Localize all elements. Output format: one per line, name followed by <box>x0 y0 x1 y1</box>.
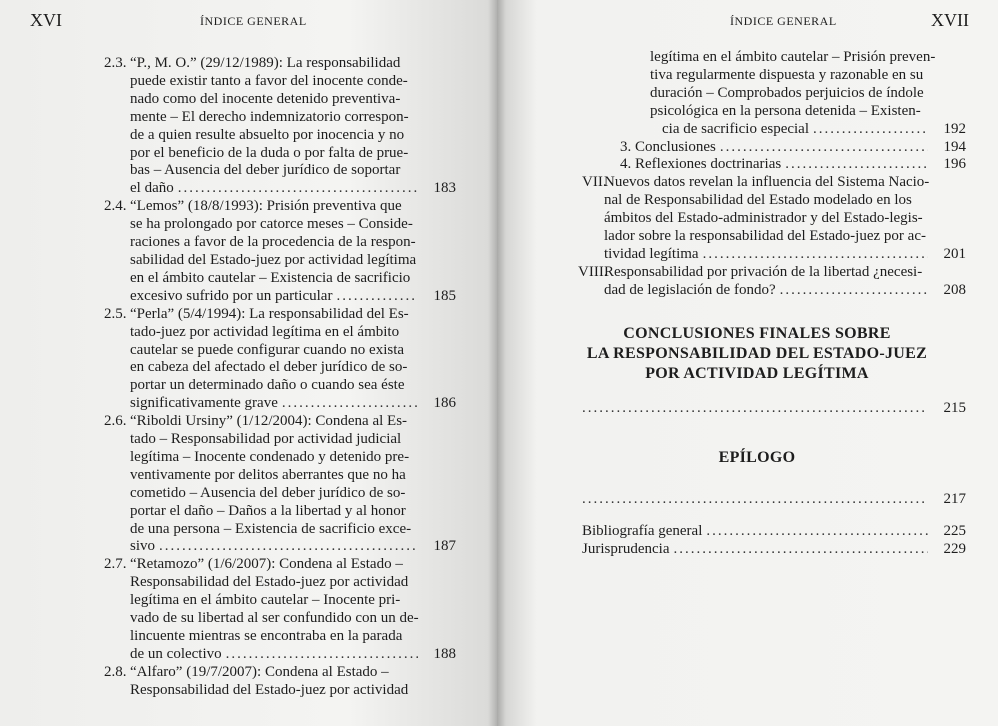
toc-line: tado-juez por actividad legítima en el ámbito <box>130 323 400 340</box>
dot-leader <box>159 538 418 556</box>
toc-line: mente – El derecho indemnizatorio correspon- <box>130 108 409 125</box>
toc-item-label: 3. Conclusiones <box>620 138 716 155</box>
toc-item-jurisprudencia[interactable] <box>582 541 966 559</box>
toc-line: portar el daño – Daños a la libertad y al honor <box>130 502 406 519</box>
toc-line: Responsabilidad del Estado-juez por actividad <box>130 574 409 591</box>
toc-line-with-page <box>130 646 456 664</box>
toc-entry[interactable] <box>104 664 456 700</box>
toc-entry[interactable] <box>104 556 456 663</box>
dot-leader <box>813 121 928 139</box>
toc-line: se ha prolongado por catorce meses – Conside- <box>130 216 413 233</box>
toc-line-with-page <box>130 180 456 198</box>
dot-leader <box>720 139 928 157</box>
toc-line: legítima en el ámbito cautelar – Prisión preven- <box>650 49 936 65</box>
continuation-entry <box>582 49 966 139</box>
toc-line: Nuevos datos revelan la influencia del Sistema Nacio- <box>604 174 930 191</box>
page-ref: 187 <box>433 538 456 555</box>
toc-line: duración – Comprobados perjuicios de índole <box>650 84 924 101</box>
dot-leader <box>673 541 928 559</box>
dot-leader <box>282 395 418 413</box>
toc-entry[interactable] <box>104 198 456 305</box>
toc-line: excesivo sufrido por un particular <box>130 287 333 304</box>
toc-line: portar un determinado daño o cuando sea éste <box>130 377 405 394</box>
page-ref: 185 <box>433 287 456 304</box>
toc-item-label: Bibliografía general <box>582 523 703 539</box>
toc-line: “Riboldi Ursiny” (1/12/2004): Condena al Es- <box>130 413 408 430</box>
toc-section-vii[interactable] <box>582 174 966 264</box>
dot-leader <box>582 400 928 418</box>
toc-line-with-page <box>650 121 966 139</box>
toc-line: significativamente grave <box>130 395 278 412</box>
toc-entry[interactable] <box>104 306 456 413</box>
entry-number: 2.4. <box>104 198 127 215</box>
toc-line: el daño <box>130 180 174 197</box>
entry-number: 2.8. <box>104 663 127 680</box>
toc-line: ventivamente por delitos aberrantes que no ha <box>130 466 406 483</box>
toc-line: tiva regularmente dispuesta y razonable en su <box>650 66 924 83</box>
left-toc <box>104 55 456 700</box>
toc-item-bibliografia[interactable] <box>582 523 966 541</box>
page-ref: 215 <box>943 400 966 416</box>
page-ref: 196 <box>943 156 966 173</box>
toc-line: “Retamozo” (1/6/2007): Condena al Estado – <box>130 556 403 573</box>
page-ref: 208 <box>943 281 966 298</box>
toc-item-label: Jurisprudencia <box>582 540 670 557</box>
toc-line: lador sobre la responsabilidad del Estado-juez por ac- <box>604 228 926 245</box>
dot-leader <box>582 491 928 509</box>
left-page-number: XVI <box>30 10 62 30</box>
toc-line: en el ámbito cautelar – Existencia de sacrificio <box>130 269 411 286</box>
conclusiones-heading <box>557 324 957 384</box>
toc-line: bas – Ausencia del deber jurídico de soportar <box>130 162 401 179</box>
right-page-number: XVII <box>931 10 969 30</box>
conclusiones-page-row[interactable] <box>582 400 966 418</box>
page-ref: 201 <box>943 245 966 262</box>
toc-line: de una persona – Existencia de sacrificio exce- <box>130 520 412 537</box>
toc-line: ámbitos del Estado-administrador y del Estado-legis- <box>604 210 923 227</box>
entry-number: 2.3. <box>104 55 127 71</box>
toc-line: nado como del inocente detenido preventiva- <box>130 90 401 107</box>
page-ref: 225 <box>943 523 966 539</box>
toc-line: Responsabilidad por privación de la libertad ¿necesi- <box>604 263 923 280</box>
book-gutter <box>488 0 506 726</box>
toc-line-with-page <box>582 491 966 509</box>
toc-item-label: 4. Reflexiones doctrinarias <box>620 156 782 173</box>
toc-line: cometido – Ausencia del deber jurídico de so- <box>130 484 406 501</box>
dot-leader <box>336 288 418 306</box>
right-toc <box>578 49 966 300</box>
left-toc-entries <box>104 55 456 700</box>
toc-line: legítima – Inocente condenado y detenido pre- <box>130 448 410 465</box>
dot-leader <box>780 282 928 300</box>
section-label: VII. <box>582 174 607 191</box>
toc-line-with-page <box>604 246 966 264</box>
toc-line: de un colectivo <box>130 645 222 662</box>
epilogo-heading: EPÍLOGO <box>718 449 796 466</box>
toc-line: sivo <box>130 538 156 555</box>
toc-entry[interactable] <box>104 413 456 556</box>
toc-line: “Perla” (5/4/1994): La responsabilidad del Es- <box>130 305 409 322</box>
toc-line: puede existir tanto a favor del inocente conde- <box>130 72 408 89</box>
page-ref: 192 <box>943 120 966 137</box>
left-page <box>0 0 497 726</box>
epilogo-page-row[interactable] <box>582 491 966 509</box>
toc-line: sabilidad del Estado-juez por actividad legítima <box>130 251 417 268</box>
toc-line: psicológica en la persona detenida – Existen- <box>650 102 921 119</box>
heading-line: POR ACTIVIDAD LEGÍTIMA <box>645 365 869 382</box>
toc-line: legítima en el ámbito cautelar – Inocente pri- <box>130 592 401 609</box>
toc-line: “Lemos” (18/8/1993): Prisión preventiva que <box>130 198 402 215</box>
toc-line: dad de legislación de fondo? <box>604 281 776 298</box>
toc-line: tividad legítima <box>604 245 699 262</box>
toc-line: por el beneficio de la duda o por falta de prue- <box>130 144 409 161</box>
page-ref: 186 <box>433 395 456 412</box>
right-running-head: ÍNDICE GENERAL <box>730 14 837 28</box>
toc-line: cia de sacrificio especial <box>662 120 809 137</box>
toc-line: vado de su libertad al ser confundido con un de- <box>130 610 419 627</box>
toc-line: Responsabilidad del Estado-juez por actividad <box>130 681 409 698</box>
heading-line: CONCLUSIONES FINALES SOBRE <box>623 325 891 342</box>
toc-line: tado – Responsabilidad por actividad judicial <box>130 431 402 448</box>
toc-line: de a quien resulte absuelto por inocencia y no <box>130 126 405 143</box>
toc-line-with-page <box>130 538 456 556</box>
dot-leader <box>703 246 928 264</box>
page-ref: 194 <box>943 138 966 155</box>
page-ref: 183 <box>433 180 456 197</box>
section-label: VIII. <box>578 263 608 280</box>
toc-line: raciones a favor de la procedencia de la respon- <box>130 234 416 251</box>
dot-leader <box>706 523 928 541</box>
toc-line-with-page <box>582 400 966 418</box>
left-running-head: ÍNDICE GENERAL <box>200 14 307 28</box>
toc-line: lincuente mientras se encontraba en la parada <box>130 628 403 644</box>
entry-number: 2.5. <box>104 305 127 322</box>
toc-line-with-page <box>130 288 456 306</box>
dot-leader <box>226 646 418 664</box>
right-page <box>497 0 998 726</box>
heading-line: LA RESPONSABILIDAD DEL ESTADO-JUEZ <box>586 345 928 362</box>
toc-line-with-page <box>130 395 456 413</box>
dot-leader <box>785 156 928 174</box>
entry-number: 2.7. <box>104 556 127 573</box>
page-ref: 229 <box>943 540 966 557</box>
toc-line: cautelar se puede configurar cuando no exista <box>130 341 405 358</box>
toc-line: nal de Responsabilidad del Estado modelado en los <box>604 192 912 209</box>
toc-item-reflexiones[interactable] <box>582 156 966 174</box>
toc-line: “Alfaro” (19/7/2007): Condena al Estado – <box>130 663 389 680</box>
entry-number: 2.6. <box>104 413 127 430</box>
back-matter <box>582 523 966 559</box>
toc-item-conclusiones[interactable] <box>582 139 966 157</box>
page-ref: 217 <box>943 491 966 507</box>
toc-entry[interactable] <box>104 55 456 198</box>
toc-line: en cabeza del afectado el deber jurídico de so- <box>130 359 408 376</box>
toc-section-viii[interactable] <box>578 263 966 300</box>
dot-leader <box>178 180 418 198</box>
page-ref: 188 <box>433 645 456 662</box>
toc-line: “P., M. O.” (29/12/1989): La responsabilidad <box>130 55 401 71</box>
toc-line-with-page <box>604 282 966 300</box>
